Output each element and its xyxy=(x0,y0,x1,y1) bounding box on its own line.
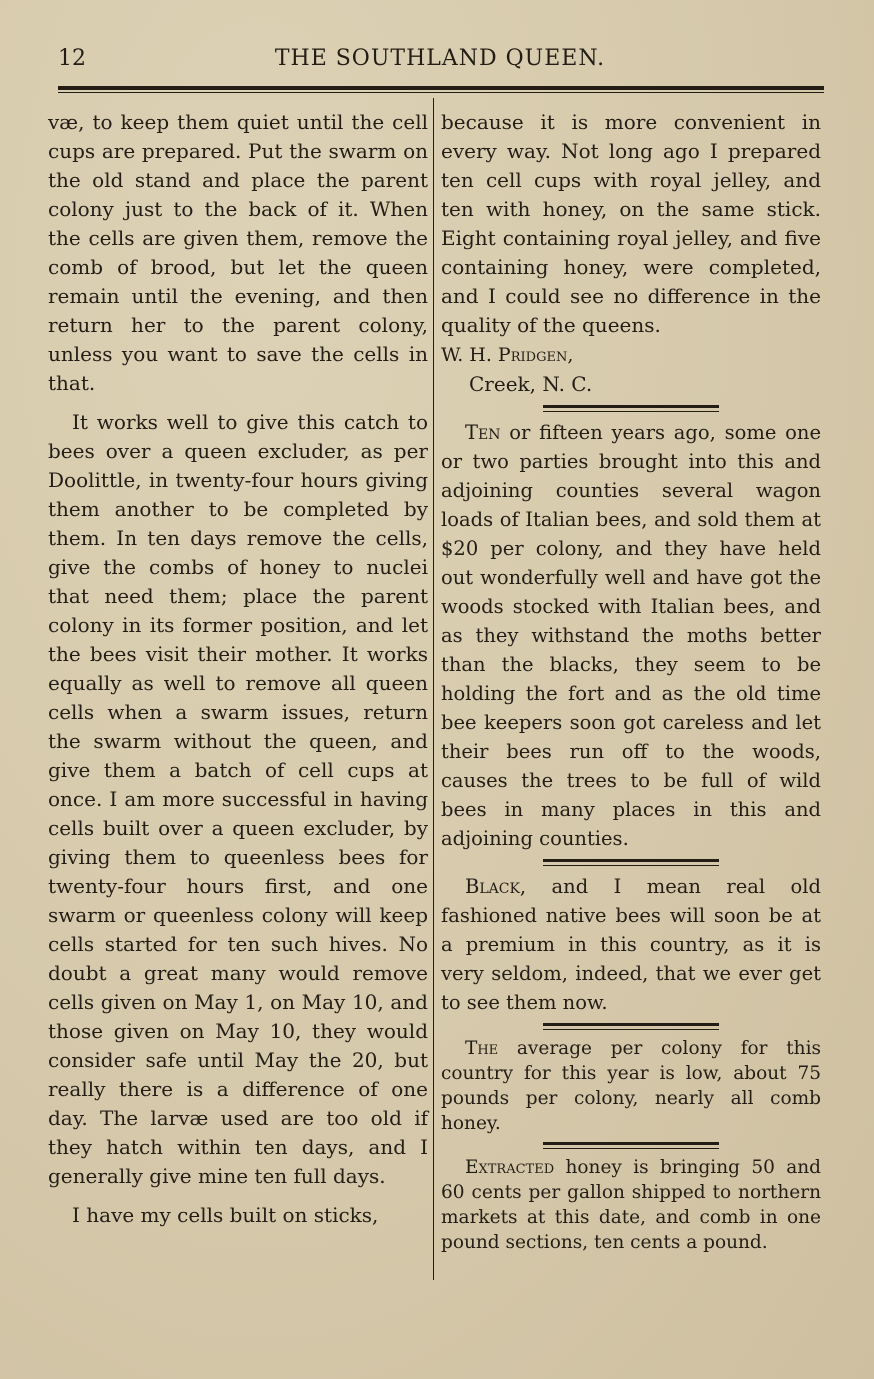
paragraph: væ, to keep them quiet until the cell cups are prepared. Put the swarm on the old stand and place the parent colony just to the back of it. When the cells are given them, remove the comb of brood, but let the queen remain until the evening, and then return her to the parent colony, unless you want to save the cells in that. xyxy=(48,110,428,395)
header-rule xyxy=(58,86,824,90)
running-title: THE SOUTHLAND QUEEN. xyxy=(274,46,606,71)
paragraph: I have my cells built on sticks, xyxy=(72,1203,379,1227)
news-item xyxy=(441,418,821,853)
item-lead: Ten xyxy=(465,421,501,444)
item-text: or fifteen years ago, some one or two parties brought into this and adjoining counties several wagon loads of Italian bees, and sold them at $20 per colony, and they have held out wonderfully well and have got the woods stocked with Italian bees, and as they withstand the moths better than the blacks, they seem to be holding the fort and as the old time bee keepers soon got careless and let their bees run off to the woods, causes the trees to be full of wild bees in many places in this and adjoining counties. xyxy=(441,421,821,850)
header-rule-thin xyxy=(58,92,824,93)
news-item xyxy=(441,1036,821,1136)
paragraph: because it is more convenient in every way. Not long ago I prepared ten cell cups with royal jelley, and ten with honey, on the same stick. Eight containing royal jelley, and five containing honey, were completed, and I could see no difference in the quality of the queens. xyxy=(441,110,821,337)
column-divider xyxy=(433,98,434,1280)
item-lead: Extracted xyxy=(465,1157,555,1178)
news-item xyxy=(441,1155,821,1255)
item-lead: The xyxy=(465,1038,499,1059)
item-text: , and I mean real old fashioned native bees will soon be at a premium in this country, as it is very seldom, indeed, that we ever get to see them now. xyxy=(441,875,821,1014)
left-column xyxy=(48,108,428,1230)
section-divider xyxy=(543,1142,719,1145)
item-text: honey is bringing 50 and 60 cents per gallon shipped to northern markets at this date, and comb in one pound sections, ten cents a pound. xyxy=(441,1157,821,1253)
item-text: average per colony for this country for this year is low, about 75 pounds per colony, nearly all comb honey. xyxy=(441,1038,821,1134)
page-number: 12 xyxy=(58,46,86,71)
item-lead: Black xyxy=(465,875,520,898)
page-header xyxy=(58,42,822,72)
signature-name: W. H. Pridgen, xyxy=(441,344,574,366)
news-item xyxy=(441,872,821,1017)
section-divider xyxy=(543,1023,719,1026)
signature-place: Creek, N. C. xyxy=(469,372,593,396)
section-divider xyxy=(543,859,719,862)
section-divider xyxy=(543,405,719,408)
paragraph: It works well to give this catch to bees over a queen excluder, as per Doolittle, in twenty-four hours giving them another to be completed by them. In ten days remove the cells, give the combs of honey to nuclei that need them; place the parent colony in its former position, and let the bees visit their mother. It works equally as well to remove all queen cells when a swarm issues, return the swarm without the queen, and give them a batch of cell cups at once. I am more successful in having cells built over a queen excluder, by giving them to queenless bees for twenty-four hours first, and one swarm or queenless colony will keep cells started for ten such hives. No doubt a great many would remove cells given on May 1, on May 10, and those given on May 10, they would consider safe until May the 20, but really there is a difference of one day. The larvæ used are too old if they hatch within ten days, and I generally give mine ten full days. xyxy=(48,410,428,1188)
right-column xyxy=(441,108,821,1255)
